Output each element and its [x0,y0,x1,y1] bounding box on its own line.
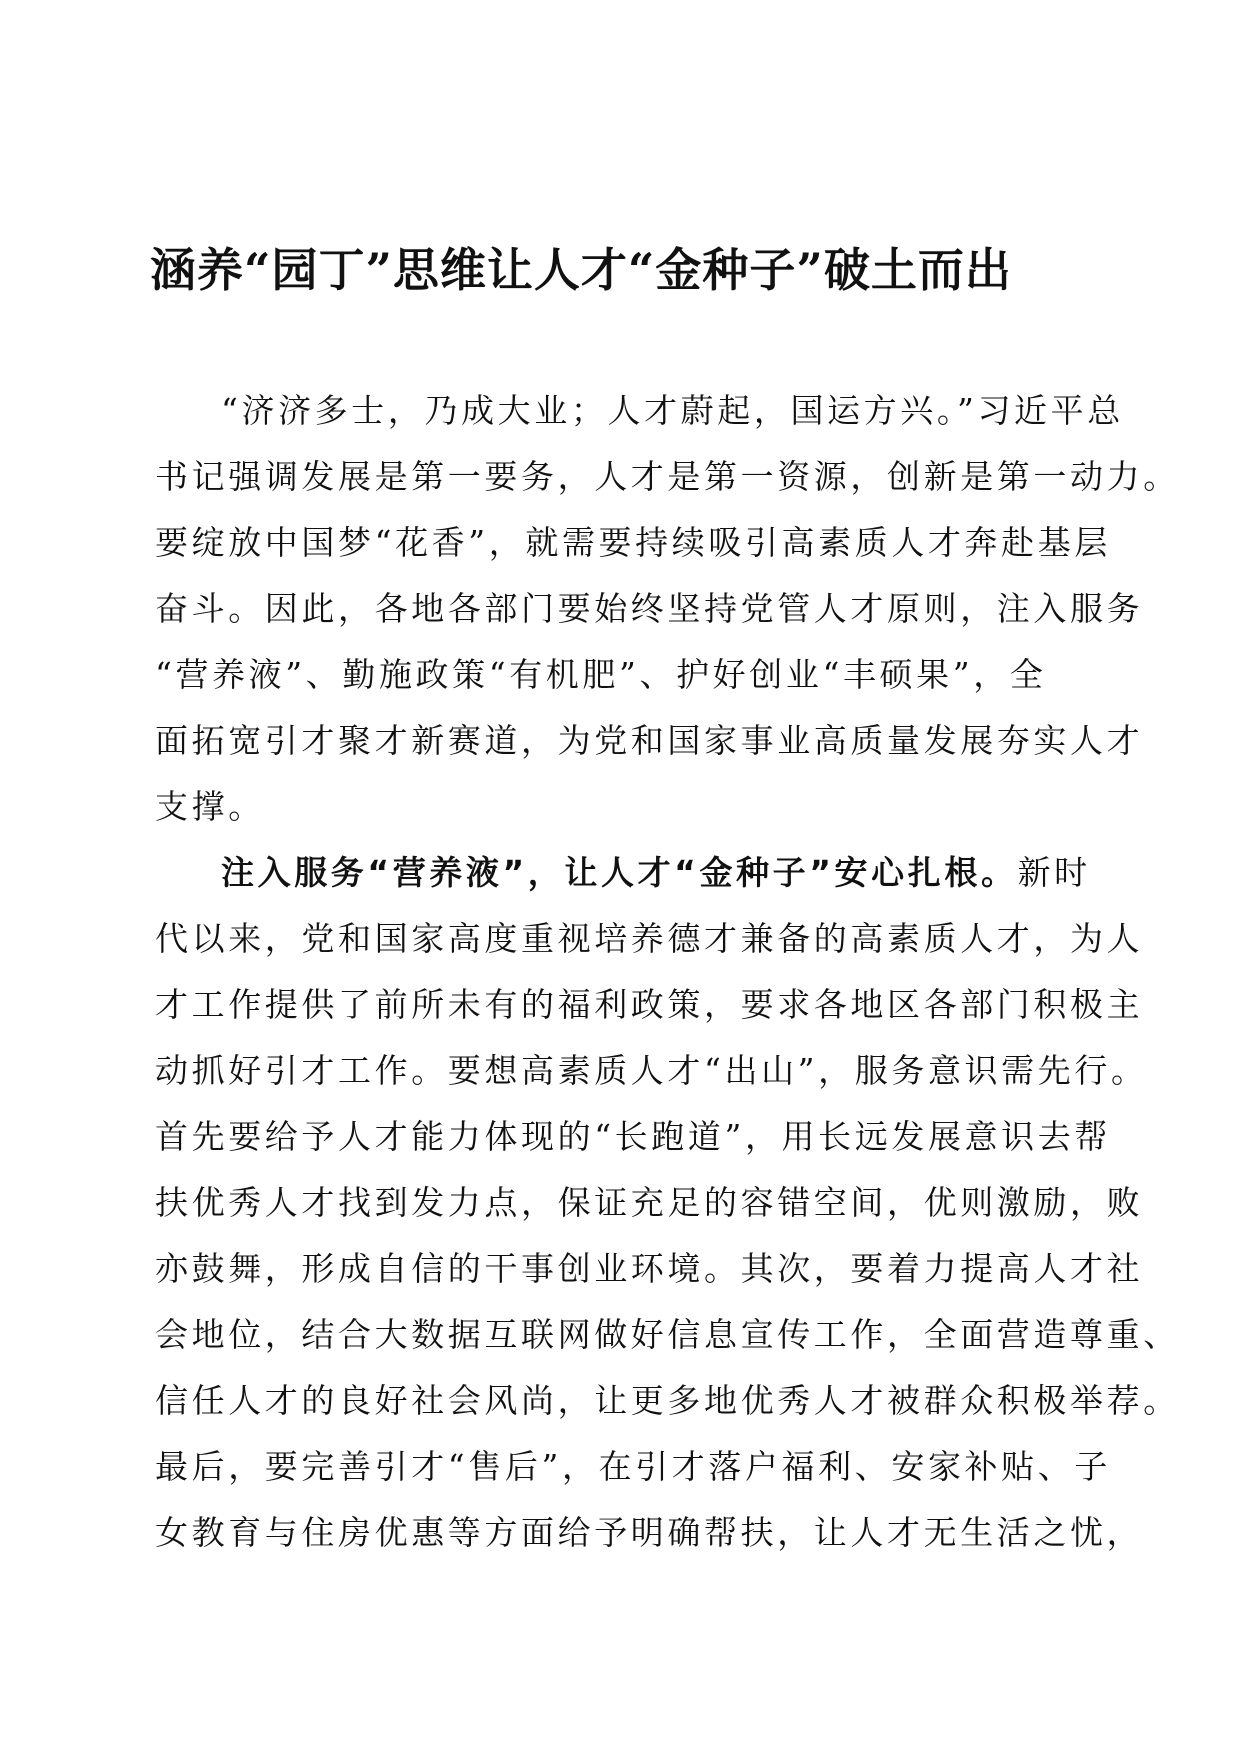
text-line: 书记强调发展是第一要务，人才是第一资源，创新是第一动力。 [155,457,1180,496]
text-line: 代以来，党和国家高度重视培养德才兼备的高素质人才，为人 [155,919,1144,958]
section-heading: 注入服务“营养液”，让人才“金种子”安心扎根。 [221,853,1018,892]
text-line: 动抓好引才工作。要想高素质人才“出山”，服务意识需先行。 [155,1051,1148,1090]
document-title: 涵养“园丁”思维让人才“金种子”破土而出 [150,243,1012,297]
text-line: “济济多士，乃成大业；人才蔚起，国运方兴。”习近平总 [221,391,1124,430]
text-line: “营养液”、勤施政策“有机肥”、护好创业“丰硕果”，全 [155,655,1047,694]
text-line: 才工作提供了前所未有的福利政策，要求各地区各部门积极主 [155,985,1144,1024]
text-line: 支撑。 [155,787,265,826]
paragraph-section-1 [155,840,1180,1566]
text-fragment: 新时 [1017,853,1091,892]
text-line: 面拓宽引才聚才新赛道，为党和国家事业高质量发展夯实人才 [155,721,1144,760]
text-line: 扶优秀人才找到发力点，保证充足的容错空间，优则激励，败 [155,1183,1144,1222]
document-body [155,378,1180,1566]
text-line: 信任人才的良好社会风尚，让更多地优秀人才被群众积极举荐。 [155,1381,1180,1420]
text-line: 首先要给予人才能力体现的“长跑道”，用长远发展意识去帮 [155,1117,1111,1156]
text-line: 女教育与住房优惠等方面给予明确帮扶，让人才无生活之忧， [155,1513,1144,1552]
text-line [155,840,1091,906]
text-line: 亦鼓舞，形成自信的干事创业环境。其次，要着力提高人才社 [155,1249,1144,1288]
text-line: 会地位，结合大数据互联网做好信息宣传工作，全面营造尊重、 [155,1315,1180,1354]
paragraph-intro [155,378,1180,840]
text-line: 要绽放中国梦“花香”，就需要持续吸引高素质人才奔赴基层 [155,523,1111,562]
text-line: 最后，要完善引才“售后”，在引才落户福利、安家补贴、子 [155,1447,1111,1486]
text-line: 奋斗。因此，各地各部门要始终坚持党管人才原则，注入服务 [155,589,1144,628]
